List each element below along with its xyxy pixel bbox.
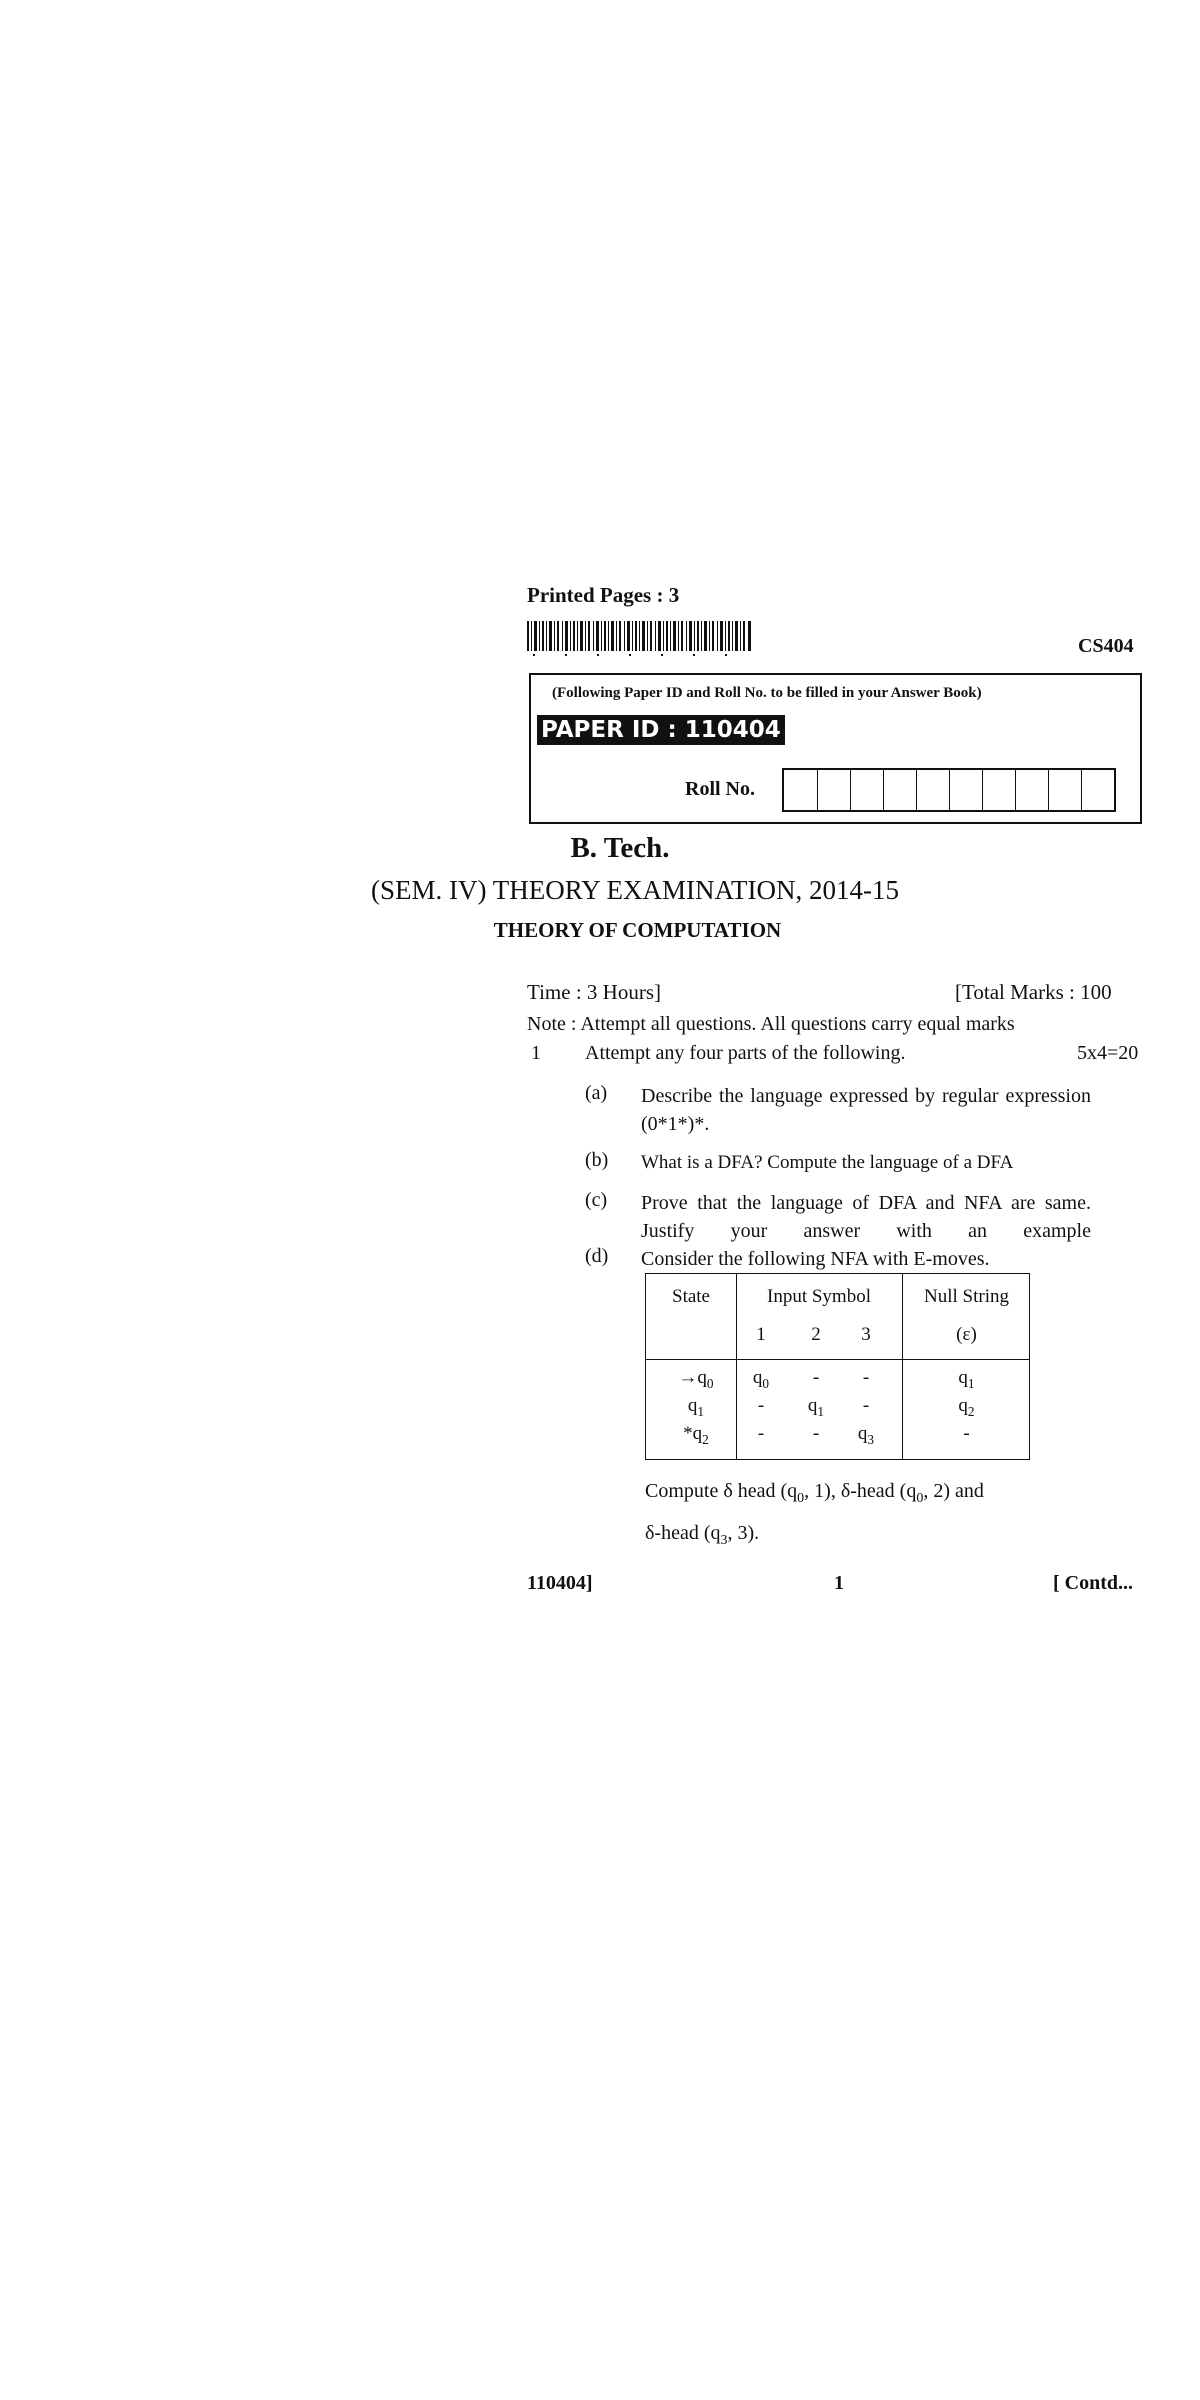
part-label: (d)	[585, 1245, 609, 1267]
roll-cell	[916, 770, 949, 810]
printed-pages: Printed Pages : 3	[527, 583, 680, 607]
continued-text: [ Contd...	[1053, 1572, 1134, 1594]
symbol-2: 2	[811, 1324, 821, 1345]
degree-title: B. Tech.	[570, 832, 670, 864]
table-cell: $q_1$	[687, 1395, 705, 1419]
part-text: Prove that the language of DFA and NFA are same. Justify your answer with an example	[641, 1192, 1091, 1242]
roll-cell	[784, 770, 817, 810]
header-null-string: Null String	[924, 1286, 1009, 1307]
table-cell: -	[812, 1367, 820, 1388]
table-cell: $*q_2$	[683, 1423, 709, 1447]
note-text: Note : Attempt all questions. All questions carry equal marks	[527, 1013, 1015, 1035]
part-label: (c)	[585, 1189, 608, 1211]
roll-cell	[817, 770, 850, 810]
symbol-3: 3	[861, 1324, 871, 1345]
table-cell: $q_2$	[958, 1395, 975, 1419]
symbol-1: 1	[756, 1324, 766, 1345]
roll-cell	[1048, 770, 1081, 810]
question-marks: 5x4=20	[1077, 1042, 1139, 1064]
table-cell: $q_1$	[807, 1395, 825, 1419]
barcode-image	[527, 621, 753, 659]
subject-title: THEORY OF COMPUTATION	[493, 918, 782, 942]
part-label: (b)	[585, 1149, 609, 1171]
header-state: State	[672, 1286, 710, 1307]
table-cell: $q_0$	[752, 1367, 770, 1391]
table-cell: $q_3$	[857, 1423, 875, 1447]
part-text: Describe the language expressed by regular expression (0*1*)*.	[641, 1085, 1091, 1135]
table-cell: $\to q_0$	[678, 1367, 714, 1391]
course-code: CS404	[1078, 635, 1134, 657]
total-marks: [Total Marks : 100	[955, 980, 1112, 1004]
roll-cell	[949, 770, 982, 810]
paper-id: PAPER ID : 110404	[537, 715, 785, 745]
roll-cell	[1015, 770, 1048, 810]
instruction-text: (Following Paper ID and Roll No. to be filled in your Answer Book)	[552, 685, 982, 701]
header-epsilon: (ε)	[956, 1324, 977, 1345]
table-cell: -	[862, 1395, 870, 1416]
roll-cell	[1081, 770, 1114, 810]
part-text: Consider the following NFA with E-moves.	[641, 1248, 990, 1270]
footer-paper-code: 110404]	[527, 1572, 593, 1594]
table-cell: $q_1$	[958, 1367, 975, 1391]
page-number: 1	[834, 1572, 844, 1594]
roll-cell	[982, 770, 1015, 810]
table-cell: -	[963, 1423, 970, 1444]
nfa-transition-table	[645, 1273, 1030, 1460]
part-label: (a)	[585, 1082, 608, 1104]
table-cell: -	[862, 1367, 870, 1388]
roll-cell	[850, 770, 883, 810]
time-text: Time : 3 Hours]	[527, 980, 661, 1004]
table-cell: -	[757, 1395, 765, 1416]
compute-text: Compute δ head ($q_0$, 1), δ-head ($q_0$, 2) and δ-head ($q_3$, 3).	[645, 1480, 984, 1548]
table-cell: -	[757, 1423, 765, 1444]
question-text: Attempt any four parts of the following.	[585, 1042, 906, 1064]
roll-cell	[883, 770, 916, 810]
table-cell: -	[812, 1423, 820, 1444]
question-number: 1	[531, 1042, 541, 1064]
exam-title: (SEM. IV) THEORY EXAMINATION, 2014-15	[371, 875, 899, 905]
part-text: What is a DFA? Compute the language of a DFA	[641, 1152, 1014, 1173]
roll-number-boxes	[782, 768, 1116, 812]
header-input-symbol: Input Symbol	[767, 1286, 871, 1307]
roll-label: Roll No.	[685, 778, 755, 800]
